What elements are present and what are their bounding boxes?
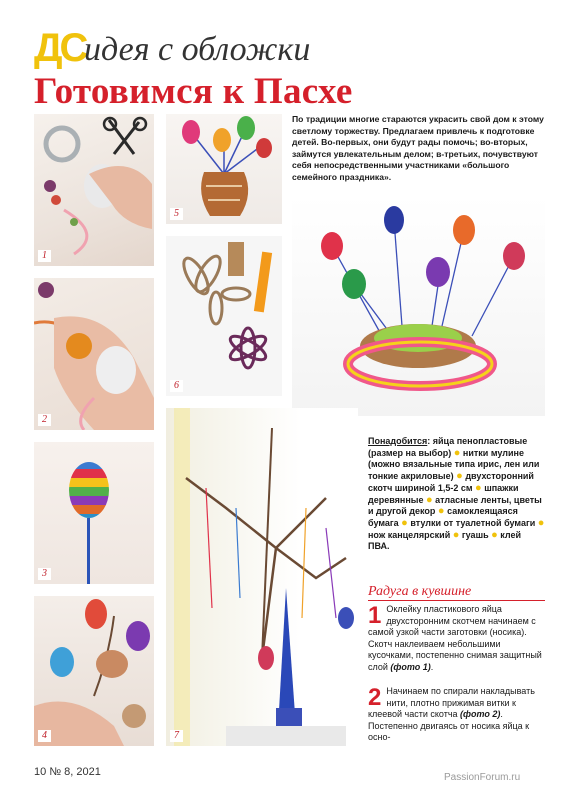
bullet-dot-icon: ● [452, 528, 460, 541]
photo-4 [34, 596, 154, 746]
materials-list [368, 436, 545, 553]
photo-4-illustration [34, 596, 154, 746]
photo-reference: (фото 1) [390, 661, 431, 672]
material-item: самоклеящаяся бумага [368, 506, 518, 528]
step-text: Оклейку пластикового яйца двухсторонним скотчем начинаем с самой узкой части заготовки (носика). Скотч наклеиваем небольшими кусочками, постепенно снимая защитный слой [368, 604, 542, 672]
page-footer [34, 766, 101, 778]
material-item: клей ПВА. [368, 529, 522, 552]
photo-3 [34, 442, 154, 584]
material-item: : яйца пенопластовые (размер на выбор) [368, 436, 528, 458]
photo-2-illustration [34, 278, 154, 430]
step-1 [368, 604, 545, 673]
material-item: шпажки деревянные [368, 482, 519, 505]
subtitle-rule [368, 600, 545, 601]
intro-paragraph: По традиции многие стараются украсить свой дом к этому светлому торжеству. Предлагаем привлечь к подготовке детей. Во-первых, они будут рады помочь; во-вторых, займутся увлекательным делом; в-третьих, почувствуют себя непосредственными участниками «большого семейного праздника». [292, 114, 544, 182]
photo-5-illustration [166, 114, 282, 224]
photo-number: 1 [38, 250, 51, 262]
step-text-end: . [430, 661, 434, 672]
issue-number: № 8, 2021 [49, 766, 101, 778]
bullet-dot-icon: ● [401, 516, 408, 529]
photo-2 [34, 278, 154, 430]
photo-reference: (фото 2) [460, 709, 501, 719]
photo-number: 2 [38, 414, 51, 426]
photo-number: 6 [170, 380, 183, 392]
photo-3-illustration [34, 442, 154, 584]
bullet-dot-icon: ● [437, 505, 445, 518]
photo-7-illustration [166, 408, 358, 746]
material-item: нитки мулине (можно вязальные типа ирис, лен или тонкие акриловые) [368, 447, 540, 482]
material-item: атласные ленты, цветы и другой декор [368, 494, 542, 517]
bullet-dot-icon: ● [456, 470, 463, 483]
photo-1 [34, 114, 154, 266]
photo-nest [292, 196, 545, 416]
photo-number: 5 [170, 208, 183, 220]
step-number: 2 [368, 684, 382, 711]
page-number: 10 [34, 766, 47, 778]
photo-5 [166, 114, 282, 224]
photo-1-illustration [34, 114, 154, 266]
material-item: гуашь [461, 529, 489, 540]
site-watermark: PassionForum.ru [444, 772, 521, 783]
material-item: втулки от туалетной бумаги [410, 517, 536, 528]
photo-6-illustration [166, 236, 282, 396]
magazine-logo: ДС [34, 26, 86, 70]
bullet-dot-icon: ● [475, 481, 482, 494]
material-item: нож канцелярский [368, 529, 451, 540]
photo-number: 4 [38, 730, 51, 742]
step-text-end: . Постепенно двигаясь от носика яйца к осно- [368, 709, 530, 742]
step-2 [368, 686, 545, 744]
bullet-dot-icon: ● [537, 516, 545, 529]
photo-7 [166, 408, 358, 746]
section-subtitle: Радуга в кувшине [368, 584, 472, 599]
bullet-dot-icon: ● [425, 493, 433, 506]
photo-nest-illustration [292, 196, 545, 416]
material-item: двухсторонний скотч шириной 1,5-2 см [368, 471, 534, 493]
photo-number: 3 [38, 568, 51, 580]
photo-6 [166, 236, 282, 396]
step-text: Начинаем по спирали накладывать нити, плотно прижимая витки к клеевой части скотча [368, 686, 535, 719]
bullet-dot-icon: ● [453, 446, 461, 459]
section-kicker: идея с обложки [84, 31, 311, 68]
photo-number: 7 [170, 730, 183, 742]
bullet-dot-icon: ● [491, 528, 498, 541]
page-title: Готовимся к Пасхе [34, 71, 353, 112]
materials-lead: Понадобится [368, 436, 428, 446]
step-number: 1 [368, 602, 382, 629]
